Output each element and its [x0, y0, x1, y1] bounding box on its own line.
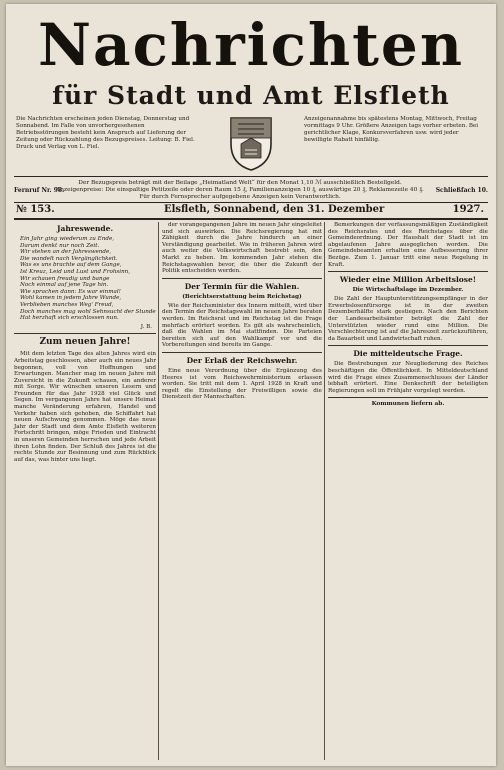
divider	[162, 278, 322, 279]
poem-line: Hat herzhaft sich erschlossen nun.	[20, 315, 119, 322]
postbox: Schließfach 10.	[435, 187, 488, 194]
article-title: Zum neuen Jahre!	[39, 337, 131, 348]
article-text: Die Bestrebungen zur Neugliederung des Reiches beschäftigen die Öffentlichkeit. In Mitteldeutschland wird die Frage eines Zusammenschlusses der Länder lebhaft erörtert. Eine Denkschrift der beteiligten Regierungen soll im Frühjahr vorgelegt werden.	[328, 361, 488, 394]
price-info: Der Bezugspreis beträgt mit der Beilage „Heimatland Welt“ für den Monat 1,10 ℳ ausschließlich Bestellgeld. Anzeigenpreise: Die einspaltige Petitzeile oder deren Raum 15 ₰, Familienanzeigen 10 ₰, auswärtige 20 ₰, Reklamezeile 40 ₰. Für durch Fernsprecher aufgegebene Anzeigen kein Verantwortlich.	[56, 180, 424, 200]
issue-year: 1927.	[452, 204, 484, 215]
issue-number: № 153.	[16, 204, 55, 215]
poem-line: Wir schauen freudig und bange	[20, 275, 110, 282]
newspaper-page	[6, 4, 496, 766]
publication-info: Die Nachrichten erscheinen jeden Dienstag, Donnerstag und Sonnabend. Im Falle von unvorhergesehenen Betriebsstörungen besteht kein Anspruch auf Lieferung der Zeitung oder Rückzahlung des Bezugspreises. Leitung: B. Fiel. Druck und Verlag von L. Fiel.	[16, 116, 195, 150]
poem-line: Wir stehen an der Jahreswende,	[20, 249, 112, 256]
divider	[14, 202, 488, 203]
divider	[14, 333, 156, 334]
poem-line: Ist Kreuz, Leid und Lust und Frohsinn,	[20, 268, 131, 275]
poem-line: Ein Jahr ging wiederum zu Ende,	[20, 236, 115, 242]
poem-line: Wie sprachen dann: Es war einmal!	[20, 288, 121, 295]
divider	[328, 397, 488, 398]
price-row	[14, 180, 488, 202]
divider	[14, 176, 488, 177]
poem-line: Doch manches mag wohl Sehnsucht der Stunde	[20, 308, 156, 315]
column-divider	[158, 222, 159, 760]
article-title: Kommunen liefern ab.	[371, 401, 445, 408]
article-text: Wie der Reichsminister des Innern mitteilt, wird über den Termin der Reichstagswahl im neuen Jahre beraten werden. Im Reichsrat und im Reichstag ist die Frage mehrfach erörtert worden. Es gilt als wahrscheinlich, daß die Wahlen im Mai stattfinden. Die Parteien bereiten sich auf den Wahlkampf vor und die Vorbereitungen sind bereits im Gange.	[162, 302, 322, 349]
phone-number: Fernruf Nr. 98.	[14, 187, 65, 194]
article-title: Wieder eine Million Arbeitslose!	[339, 275, 477, 285]
article-text: der vorangegangenen Jahre im neuen Jahr eingeleitet und sich auswirken. Die Reichsregierung hat mit Zähigkeit durch die Jahre hindurch an einer Verständigung gearbeitet. Wie in früheren Jahren wird auch weiter die Volkswirtschaft bestrebt sein, den Markt zu heben. Im kommenden Jahr stehen die Reichstagswahlen bevor, die über die Zukunft der Politik entscheiden werden.	[162, 222, 322, 275]
column-2	[162, 222, 322, 403]
article-text: Eine neue Verordnung über die Ergänzung des Heeres ist vom Reichswehrministerium erlassen worden. Sie tritt mit dem 1. April 1928 in Kraft und regelt die Einstellung der Freiwilligen sowie die Dienstzeit der Mannschaften.	[162, 367, 322, 401]
article-title: Die mitteldeutsche Frage.	[353, 349, 463, 359]
poem-line: Wohl kamen in jedem Jahre Wunde,	[20, 295, 122, 302]
poem-line: Noch einmal auf jene Tage hin.	[20, 282, 109, 289]
poem-title: Jahreswende.	[56, 224, 114, 233]
coat-of-arms-icon	[226, 114, 276, 172]
issue-date: Elsfleth, Sonnabend, den 31. Dezember	[164, 204, 385, 215]
poem-line: Verblieben manches Weg' Freud,	[20, 301, 114, 308]
poem	[14, 236, 156, 322]
column-3	[328, 222, 488, 410]
article-text: Mit dem letzten Tage des alten Jahres wird ein Arbeitstag geschlossen, aber auch ein neues Jahr begonnen, voll von Hoffnungen und Erwartungen. Mancher mag im neuen Jahre mit Zuversicht in die Zukunft schauen, ein anderer mit Sorge. Wir wünschen unseren Lesern und Freunden für das Jahr 1928 viel Glück und Segen. Im vergangenen Jahre hat unsere Heimat manche Veränderung erfahren, Handel und Verkehr haben sich gehoben, die Schiffahrt hat neuen Aufschwung genommen. Möge das neue Jahr der Stadt und dem Amte Elsfleth weiteren Fortschritt bringen, möge Frieden und Eintracht in unseren Gemeinden herrschen und jede Arbeit ihren Lohn finden. Der Schluß des Jahres ist die rechte Stunde zur Besinnung und zum Rückblick auf das, was hinter uns liegt.	[14, 351, 156, 463]
ad-acceptance-info: Anzeigenannahme bis spätestens Montag, Mittwoch, Freitag vormittags 9 Uhr. Größere Anzeigen tags vorher erbeten. Bei gerichtlicher Klage, Konkursverfahren usw. wird jeder bewilligte Rabatt hinfällig.	[304, 116, 479, 143]
article-subhead: (Berichtserstattung beim Reichstag)	[182, 293, 302, 300]
divider	[328, 271, 488, 272]
divider	[162, 352, 322, 353]
article-subhead: Die Wirtschaftslage im Dezember.	[352, 287, 464, 294]
article-text: Die Zahl der Hauptunterstützungsempfänger in der Erwerbslosenfürsorge ist in der zweiten Dezemberhälfte stark gestiegen. Nach den Berichten der Landesarbeitsämter beträgt die Zahl der Unterstützten wieder rund eine Million. Die Verschlechterung ist auf die Jahreszeit zurückzuführen, da Bauarbeit und Landwirtschaft ruhen.	[328, 296, 488, 342]
poem-line: Was es uns brachte auf dem Gange,	[20, 262, 122, 269]
masthead-subtitle: für Stadt und Amt Elsfleth	[52, 81, 450, 110]
article-title: Der Termin für die Wahlen.	[184, 281, 300, 291]
masthead-title: Nachrichten	[37, 11, 465, 79]
poem-signature: J. B.	[140, 323, 152, 330]
poem-line: Darum denkt nur noch Zeit.	[20, 242, 100, 249]
column-divider	[324, 222, 325, 760]
poem-line: Die wandelt nach Vergänglichkeit.	[20, 255, 118, 262]
divider	[328, 345, 488, 346]
column-1	[14, 222, 156, 465]
article-text: Bemerkungen der verfassungsmäßigen Zuständigkeit des Reichsrates und des Reichstages über die Gemeindeordnung. Der Haushalt der Stadt ist im abgelaufenen Jahre ausgeglichen worden. Die Gemeindebeamten erhalten eine Aufbesserung ihrer Bezüge. Zum 1. Januar tritt eine neue Regelung in Kraft.	[328, 222, 488, 268]
divider	[14, 218, 488, 220]
date-row	[14, 204, 488, 218]
article-title: Der Erlaß der Reichswehr.	[186, 355, 298, 365]
